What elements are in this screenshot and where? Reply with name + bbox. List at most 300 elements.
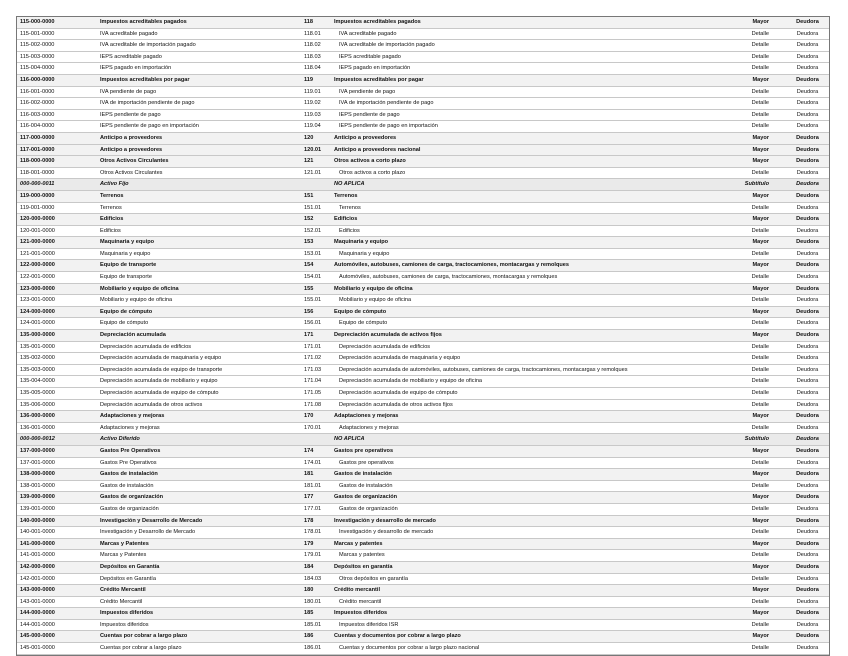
account-type: Detalle: [731, 643, 783, 655]
sat-description: Depósitos en garantía: [331, 561, 731, 573]
account-code: 141-000-0000: [17, 538, 97, 550]
sat-code: 181.01: [301, 480, 331, 492]
account-code: 000-000-0012: [17, 434, 97, 446]
sat-description: Mobiliario y equipo de oficina: [331, 283, 731, 295]
account-type: Detalle: [731, 527, 783, 539]
sat-description: Depreciación acumulada de edificios: [331, 341, 731, 353]
table-row: [17, 132, 829, 144]
account-code: 121-001-0000: [17, 248, 97, 260]
sat-description: Equipo de cómputo: [331, 306, 731, 318]
account-nature: Deudora: [783, 167, 829, 179]
sat-code: 119.02: [301, 98, 331, 110]
account-description: Depreciación acumulada de equipo de transporte: [97, 364, 301, 376]
sat-description: Anticipo a proveedores nacional: [331, 144, 731, 156]
account-type: Detalle: [731, 422, 783, 434]
account-type: Mayor: [731, 144, 783, 156]
account-code: 117-001-0000: [17, 144, 97, 156]
account-type: Detalle: [731, 121, 783, 133]
table-row: [17, 422, 829, 434]
sat-description: Depreciación acumulada de otros activos fijos: [331, 399, 731, 411]
sat-description: IVA pendiente de pago: [331, 86, 731, 98]
sat-description: NO APLICA: [331, 434, 731, 446]
account-code: 142-000-0000: [17, 561, 97, 573]
table-row: [17, 353, 829, 365]
account-nature: Deudora: [783, 132, 829, 144]
sat-code: 121: [301, 156, 331, 168]
sat-code: 155: [301, 283, 331, 295]
account-description: IEPS acreditable pagado: [97, 51, 301, 63]
account-description: Gastos de organización: [97, 503, 301, 515]
sat-description: Impuestos diferidos ISR: [331, 619, 731, 631]
account-code: 116-000-0000: [17, 74, 97, 86]
account-type: Detalle: [731, 295, 783, 307]
sat-description: IEPS acreditable pagado: [331, 51, 731, 63]
table-row: [17, 330, 829, 342]
account-code: 123-000-0000: [17, 283, 97, 295]
sat-code: 156.01: [301, 318, 331, 330]
sat-code: 174.01: [301, 457, 331, 469]
account-code: 135-006-0000: [17, 399, 97, 411]
account-code: 139-000-0000: [17, 492, 97, 504]
account-code: 118-001-0000: [17, 167, 97, 179]
account-nature: Deudora: [783, 353, 829, 365]
sat-description: IEPS pendiente de pago: [331, 109, 731, 121]
account-type: Mayor: [731, 237, 783, 249]
account-nature: Deudora: [783, 190, 829, 202]
account-description: IEPS pagado en importación: [97, 63, 301, 75]
table-row: [17, 596, 829, 608]
table-row: [17, 260, 829, 272]
sat-description: Terrenos: [331, 202, 731, 214]
account-type: Detalle: [731, 28, 783, 40]
table-row: [17, 51, 829, 63]
account-type: Mayor: [731, 492, 783, 504]
account-type: Mayor: [731, 585, 783, 597]
sat-description: Terrenos: [331, 190, 731, 202]
sat-description: Crédito mercantil: [331, 596, 731, 608]
table-row: [17, 17, 829, 28]
account-code: 143-001-0000: [17, 596, 97, 608]
sat-description: Depreciación acumulada de activos fijos: [331, 330, 731, 342]
account-description: Gastos de instalación: [97, 469, 301, 481]
sat-description: IEPS pagado en importación: [331, 63, 731, 75]
account-nature: Deudora: [783, 515, 829, 527]
table-row: [17, 214, 829, 226]
sat-code: 154.01: [301, 272, 331, 284]
sat-description: Adaptaciones y mejoras: [331, 422, 731, 434]
account-description: Impuestos acreditables pagados: [97, 17, 301, 28]
sat-description: Gastos de instalación: [331, 469, 731, 481]
account-nature: Deudora: [783, 469, 829, 481]
account-description: Equipo de transporte: [97, 272, 301, 284]
sat-code: 179.01: [301, 550, 331, 562]
account-description: Depreciación acumulada de mobiliario y equipo: [97, 376, 301, 388]
account-nature: Deudora: [783, 237, 829, 249]
table-row: [17, 202, 829, 214]
account-nature: Deudora: [783, 619, 829, 631]
sat-code: 154: [301, 260, 331, 272]
table-row: [17, 306, 829, 318]
sat-description: Investigación y desarrollo de mercado: [331, 527, 731, 539]
sat-description: Cuentas y documentos por cobrar a largo plazo nacional: [331, 643, 731, 655]
account-type: Detalle: [731, 364, 783, 376]
account-code: 139-001-0000: [17, 503, 97, 515]
sat-code: 179: [301, 538, 331, 550]
sat-code: 185.01: [301, 619, 331, 631]
sat-description: Maquinaria y equipo: [331, 237, 731, 249]
account-nature: Deudora: [783, 202, 829, 214]
account-code: 116-003-0000: [17, 109, 97, 121]
account-type: Detalle: [731, 341, 783, 353]
account-description: Mobiliario y equipo de oficina: [97, 283, 301, 295]
account-type: Mayor: [731, 445, 783, 457]
account-description: Impuestos acreditables por pagar: [97, 74, 301, 86]
sat-code: 119.03: [301, 109, 331, 121]
sat-description: Depreciación acumulada de equipo de cómputo: [331, 388, 731, 400]
account-code: 145-001-0000: [17, 643, 97, 655]
account-description: Gastos Pre Operativos: [97, 445, 301, 457]
account-description: Depreciación acumulada de maquinaria y equipo: [97, 353, 301, 365]
sat-code: 156: [301, 306, 331, 318]
sat-code: 171.02: [301, 353, 331, 365]
sat-code: 118.04: [301, 63, 331, 75]
table-row: [17, 156, 829, 168]
table-row: [17, 492, 829, 504]
account-type: Detalle: [731, 167, 783, 179]
sat-code: 119: [301, 74, 331, 86]
account-description: Depósitos en Garantía: [97, 561, 301, 573]
sat-code: 180.01: [301, 596, 331, 608]
account-code: 115-002-0000: [17, 40, 97, 52]
account-nature: Deudora: [783, 480, 829, 492]
sat-description: Impuestos diferidos: [331, 608, 731, 620]
table-row: [17, 283, 829, 295]
account-nature: Deudora: [783, 376, 829, 388]
account-nature: Deudora: [783, 411, 829, 423]
account-code: 140-001-0000: [17, 527, 97, 539]
table-row: [17, 376, 829, 388]
sat-description: Gastos pre operativos: [331, 445, 731, 457]
account-code: 120-000-0000: [17, 214, 97, 226]
sat-description: IVA acreditable de importación pagado: [331, 40, 731, 52]
table-row: [17, 318, 829, 330]
sat-code: 119.04: [301, 121, 331, 133]
account-nature: Deudora: [783, 283, 829, 295]
sat-code: 118.02: [301, 40, 331, 52]
account-type: Detalle: [731, 51, 783, 63]
account-type: Detalle: [731, 98, 783, 110]
table-row: [17, 515, 829, 527]
account-description: Anticipo a proveedores: [97, 132, 301, 144]
sat-description: Marcas y patentes: [331, 538, 731, 550]
account-code: 145-000-0000: [17, 631, 97, 643]
sat-code: 120.01: [301, 144, 331, 156]
account-nature: Deudora: [783, 214, 829, 226]
table-row: [17, 503, 829, 515]
account-type: Mayor: [731, 132, 783, 144]
accounts-table-body: [17, 17, 829, 654]
sat-description: Gastos de organización: [331, 503, 731, 515]
table-row: [17, 411, 829, 423]
account-code: 118-000-0000: [17, 156, 97, 168]
table-row: [17, 364, 829, 376]
account-type: Detalle: [731, 318, 783, 330]
account-code: 137-001-0000: [17, 457, 97, 469]
account-description: Crédito Mercantil: [97, 585, 301, 597]
table-row: [17, 550, 829, 562]
account-description: Adaptaciones y mejoras: [97, 422, 301, 434]
account-description: Depreciación acumulada: [97, 330, 301, 342]
account-nature: Deudora: [783, 445, 829, 457]
account-nature: Deudora: [783, 109, 829, 121]
sat-description: Gastos de organización: [331, 492, 731, 504]
table-row: [17, 434, 829, 446]
account-type: Mayor: [731, 608, 783, 620]
account-code: 120-001-0000: [17, 225, 97, 237]
account-description: Impuestos diferidos: [97, 608, 301, 620]
account-code: 123-001-0000: [17, 295, 97, 307]
table-row: [17, 74, 829, 86]
sat-code: 152: [301, 214, 331, 226]
table-row: [17, 272, 829, 284]
account-description: Marcas y Patentes: [97, 550, 301, 562]
account-description: Equipo de cómputo: [97, 318, 301, 330]
account-nature: Deudora: [783, 295, 829, 307]
account-type: Detalle: [731, 503, 783, 515]
sat-code: 170: [301, 411, 331, 423]
sat-code: 171.04: [301, 376, 331, 388]
account-nature: Deudora: [783, 156, 829, 168]
account-type: Detalle: [731, 248, 783, 260]
table-row: [17, 28, 829, 40]
account-nature: Deudora: [783, 144, 829, 156]
account-code: 138-000-0000: [17, 469, 97, 481]
account-code: 137-000-0000: [17, 445, 97, 457]
sat-code: 177.01: [301, 503, 331, 515]
account-description: Maquinaria y equipo: [97, 237, 301, 249]
account-description: Anticipo a proveedores: [97, 144, 301, 156]
table-row: [17, 121, 829, 133]
sat-code: 178: [301, 515, 331, 527]
table-row: [17, 63, 829, 75]
account-description: Edificios: [97, 214, 301, 226]
table-row: [17, 179, 829, 191]
table-row: [17, 399, 829, 411]
sat-description: Investigación y desarrollo de mercado: [331, 515, 731, 527]
sat-description: Crédito mercantil: [331, 585, 731, 597]
account-code: 122-001-0000: [17, 272, 97, 284]
account-code: 124-000-0000: [17, 306, 97, 318]
account-nature: Deudora: [783, 28, 829, 40]
account-code: 124-001-0000: [17, 318, 97, 330]
sat-code: 171.01: [301, 341, 331, 353]
chart-of-accounts-sheet: [16, 16, 830, 656]
account-nature: Deudora: [783, 538, 829, 550]
account-nature: Deudora: [783, 388, 829, 400]
table-row: [17, 109, 829, 121]
account-nature: Deudora: [783, 503, 829, 515]
account-code: 138-001-0000: [17, 480, 97, 492]
account-type: Mayor: [731, 538, 783, 550]
account-type: Mayor: [731, 631, 783, 643]
account-description: Depreciación acumulada de equipo de cómputo: [97, 388, 301, 400]
sat-description: IVA acreditable pagado: [331, 28, 731, 40]
account-code: 115-003-0000: [17, 51, 97, 63]
sat-description: Gastos pre operativos: [331, 457, 731, 469]
account-description: Otros Activos Circulantes: [97, 156, 301, 168]
account-type: Detalle: [731, 86, 783, 98]
account-description: Activo Diferido: [97, 434, 301, 446]
account-description: Investigación y Desarrollo de Mercado: [97, 527, 301, 539]
account-nature: Deudora: [783, 643, 829, 655]
table-row: [17, 480, 829, 492]
account-description: IEPS pendiente de pago en importación: [97, 121, 301, 133]
account-nature: Deudora: [783, 260, 829, 272]
account-code: 144-000-0000: [17, 608, 97, 620]
sat-code: 119.01: [301, 86, 331, 98]
sat-code: 171.08: [301, 399, 331, 411]
account-description: Gastos Pre Operativos: [97, 457, 301, 469]
account-nature: Deudora: [783, 318, 829, 330]
account-code: 135-000-0000: [17, 330, 97, 342]
account-nature: Deudora: [783, 399, 829, 411]
sat-description: Edificios: [331, 214, 731, 226]
account-type: Subtitulo: [731, 434, 783, 446]
account-description: Equipo de transporte: [97, 260, 301, 272]
sat-code: 151: [301, 190, 331, 202]
account-nature: Deudora: [783, 631, 829, 643]
sat-description: NO APLICA: [331, 179, 731, 191]
account-type: Mayor: [731, 74, 783, 86]
account-type: Detalle: [731, 109, 783, 121]
table-row: [17, 538, 829, 550]
account-description: Gastos de organización: [97, 492, 301, 504]
table-row: [17, 619, 829, 631]
sat-description: Marcas y patentes: [331, 550, 731, 562]
account-description: Maquinaria y equipo: [97, 248, 301, 260]
account-description: Cuentas por cobrar a largo plazo: [97, 643, 301, 655]
account-code: 122-000-0000: [17, 260, 97, 272]
sat-code: 171.05: [301, 388, 331, 400]
account-type: Detalle: [731, 573, 783, 585]
sat-code: 185: [301, 608, 331, 620]
sat-description: Equipo de cómputo: [331, 318, 731, 330]
account-nature: Deudora: [783, 573, 829, 585]
sat-code: 120: [301, 132, 331, 144]
sat-description: Gastos de instalación: [331, 480, 731, 492]
account-description: Terrenos: [97, 202, 301, 214]
table-row: [17, 469, 829, 481]
table-row: [17, 608, 829, 620]
account-nature: Deudora: [783, 17, 829, 28]
account-nature: Deudora: [783, 422, 829, 434]
account-nature: Deudora: [783, 74, 829, 86]
account-type: Mayor: [731, 260, 783, 272]
sat-description: Adaptaciones y mejoras: [331, 411, 731, 423]
account-code: 119-001-0000: [17, 202, 97, 214]
sat-description: Cuentas y documentos por cobrar a largo plazo: [331, 631, 731, 643]
account-code: 142-001-0000: [17, 573, 97, 585]
account-type: Detalle: [731, 272, 783, 284]
sat-code: 170.01: [301, 422, 331, 434]
account-nature: Deudora: [783, 585, 829, 597]
account-description: Impuestos diferidos: [97, 619, 301, 631]
table-row: [17, 341, 829, 353]
account-type: Mayor: [731, 469, 783, 481]
account-type: Detalle: [731, 480, 783, 492]
account-description: Marcas y Patentes: [97, 538, 301, 550]
account-code: 116-004-0000: [17, 121, 97, 133]
sat-description: Automóviles, autobuses, camiones de carga, tractocamiones, montacargas y remolques: [331, 272, 731, 284]
account-description: Terrenos: [97, 190, 301, 202]
table-row: [17, 585, 829, 597]
account-code: 121-000-0000: [17, 237, 97, 249]
account-code: 115-001-0000: [17, 28, 97, 40]
sat-description: Depreciación acumulada de mobiliario y equipo de oficina: [331, 376, 731, 388]
sat-code: 184: [301, 561, 331, 573]
sat-description: Automóviles, autobuses, camiones de carga, tractocamiones, montacargas y remolques: [331, 260, 731, 272]
sat-description: Depreciación acumulada de maquinaria y equipo: [331, 353, 731, 365]
account-type: Mayor: [731, 17, 783, 28]
sat-code: 184.03: [301, 573, 331, 585]
account-type: Mayor: [731, 330, 783, 342]
account-description: Adaptaciones y mejoras: [97, 411, 301, 423]
account-description: Gastos de instalación: [97, 480, 301, 492]
sat-code: 174: [301, 445, 331, 457]
sat-description: Edificios: [331, 225, 731, 237]
account-nature: Deudora: [783, 608, 829, 620]
account-type: Detalle: [731, 388, 783, 400]
account-type: Detalle: [731, 550, 783, 562]
sat-description: IVA de importación pendiente de pago: [331, 98, 731, 110]
table-row: [17, 643, 829, 655]
account-type: Subtitulo: [731, 179, 783, 191]
account-description: Cuentas por cobrar a largo plazo: [97, 631, 301, 643]
account-code: 136-001-0000: [17, 422, 97, 434]
account-nature: Deudora: [783, 248, 829, 260]
table-row: [17, 167, 829, 179]
table-row: [17, 388, 829, 400]
sat-description: Otros depósitos en garantía: [331, 573, 731, 585]
sat-code: 118.03: [301, 51, 331, 63]
account-nature: Deudora: [783, 341, 829, 353]
table-row: [17, 237, 829, 249]
account-description: Crédito Mercantil: [97, 596, 301, 608]
account-description: Activo Fijo: [97, 179, 301, 191]
table-row: [17, 86, 829, 98]
account-nature: Deudora: [783, 179, 829, 191]
account-type: Mayor: [731, 283, 783, 295]
account-nature: Deudora: [783, 98, 829, 110]
account-code: 116-002-0000: [17, 98, 97, 110]
account-code: 135-005-0000: [17, 388, 97, 400]
account-nature: Deudora: [783, 40, 829, 52]
account-type: Mayor: [731, 515, 783, 527]
account-code: 143-000-0000: [17, 585, 97, 597]
table-row: [17, 457, 829, 469]
sat-code: 118: [301, 17, 331, 28]
account-type: Mayor: [731, 411, 783, 423]
account-type: Mayor: [731, 561, 783, 573]
account-nature: Deudora: [783, 561, 829, 573]
sat-code: 153.01: [301, 248, 331, 260]
sat-description: IEPS pendiente de pago en importación: [331, 121, 731, 133]
account-code: 144-001-0000: [17, 619, 97, 631]
account-nature: Deudora: [783, 492, 829, 504]
account-description: Depreciación acumulada de edificios: [97, 341, 301, 353]
sat-code: 152.01: [301, 225, 331, 237]
account-type: Detalle: [731, 225, 783, 237]
